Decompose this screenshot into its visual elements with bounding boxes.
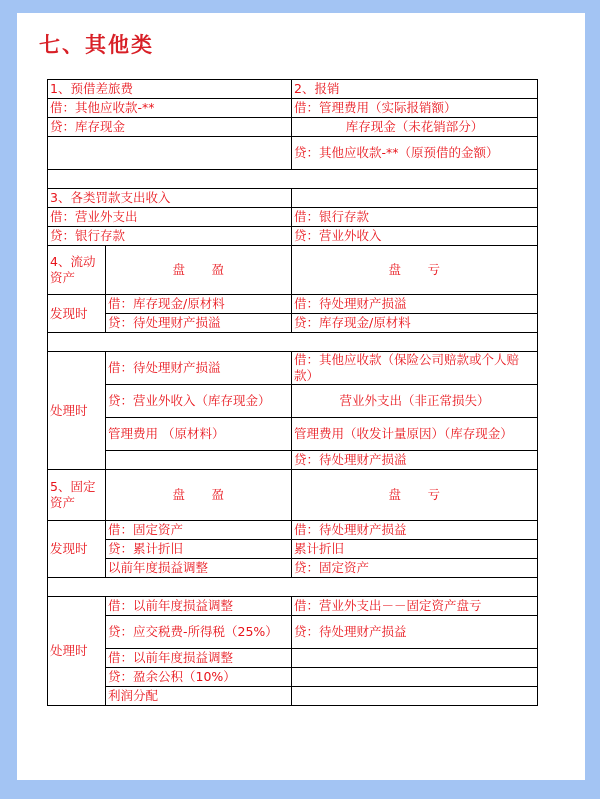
s5-h4-right: [292, 687, 538, 706]
s1-r1-right: 库存现金（未花销部分）: [292, 118, 538, 137]
s1-r2-right: 贷：其他应收款-**（原预借的金额）: [292, 137, 538, 170]
s5-d1-right: 累计折旧: [292, 540, 538, 559]
s3-heading-left: 3、各类罚款支出收入: [48, 189, 292, 208]
table-row: [48, 540, 538, 559]
table-row: [48, 616, 538, 649]
s5-col-right-header: 盘 亏: [292, 470, 538, 521]
table-row: [48, 208, 538, 227]
s5-h3-left: 贷：盈余公积（10%）: [106, 668, 292, 687]
table-row: [48, 246, 538, 295]
table-row: [48, 137, 538, 170]
s5-handle-label: 处理时: [48, 597, 106, 706]
s4-h0-left: 借：待处理财产损溢: [106, 352, 292, 385]
s4-handle-label: 处理时: [48, 352, 106, 470]
table-row: [48, 295, 538, 314]
s4-h2-left: 管理费用 （原材料）: [106, 418, 292, 451]
table-row: [48, 118, 538, 137]
section-spacer-row: [48, 170, 538, 189]
s1-r0-left: 借：其他应收款-**: [48, 99, 292, 118]
s4-col-left-header: 盘 盈: [106, 246, 292, 295]
table-row: [48, 668, 538, 687]
s3-heading-right: [292, 189, 538, 208]
section-spacer-row: [48, 578, 538, 597]
table-row: [48, 597, 538, 616]
s1-r1-left: 贷：库存现金: [48, 118, 292, 137]
table-row: [48, 99, 538, 118]
s5-d0-left: 借：固定资产: [106, 521, 292, 540]
s5-h4-left: 利润分配: [106, 687, 292, 706]
s1-r2-left: [48, 137, 292, 170]
section-spacer-row: [48, 333, 538, 352]
table-row: [48, 521, 538, 540]
s1-heading-left: 1、预借差旅费: [48, 80, 292, 99]
s3-r0-right: 借：银行存款: [292, 208, 538, 227]
s4-h3-right: 贷：待处理财产损溢: [292, 451, 538, 470]
table-row: [48, 385, 538, 418]
s3-r0-left: 借：营业外支出: [48, 208, 292, 227]
table-row: [48, 470, 538, 521]
s5-h2-right: [292, 649, 538, 668]
s5-h2-left: 借：以前年度损益调整: [106, 649, 292, 668]
spacer-1: [48, 170, 538, 189]
table-row: [48, 227, 538, 246]
table-row: [48, 80, 538, 99]
page-title: 七、其他类: [39, 32, 154, 57]
s5-d0-right: 借：待处理财产损益: [292, 521, 538, 540]
s3-r1-right: 贷：营业外收入: [292, 227, 538, 246]
s4-d0-right: 借：待处理财产损溢: [292, 295, 538, 314]
s5-h0-left: 借：以前年度损益调整: [106, 597, 292, 616]
s5-h1-left: 贷：应交税费-所得税（25%）: [106, 616, 292, 649]
spacer-2: [48, 333, 538, 352]
s3-r1-left: 贷：银行存款: [48, 227, 292, 246]
document-page: [17, 13, 585, 780]
accounting-entries-table: [47, 79, 538, 706]
s5-d1-left: 贷：累计折旧: [106, 540, 292, 559]
table-row: [48, 559, 538, 578]
s1-heading-right: 2、报销: [292, 80, 538, 99]
s4-h2-right: 管理费用（收发计量原因）（库存现金）: [292, 418, 538, 451]
s4-label: 4、流动资产: [48, 246, 106, 295]
s5-h0-right: 借：营业外支出－－固定资产盘亏: [292, 597, 538, 616]
table-row: [48, 418, 538, 451]
s4-h1-left: 贷：营业外收入（库存现金）: [106, 385, 292, 418]
spacer-3: [48, 578, 538, 597]
s4-d1-left: 贷：待处理财产损溢: [106, 314, 292, 333]
table-row: [48, 314, 538, 333]
s5-d2-right: 贷：固定资产: [292, 559, 538, 578]
table-row: [48, 189, 538, 208]
s4-h1-right: 营业外支出（非正常损失）: [292, 385, 538, 418]
s4-discover-label: 发现时: [48, 295, 106, 333]
s5-label: 5、固定资产: [48, 470, 106, 521]
s5-h3-right: [292, 668, 538, 687]
s5-col-left-header: 盘 盈: [106, 470, 292, 521]
s4-d0-left: 借：库存现金/原材料: [106, 295, 292, 314]
table-row: [48, 687, 538, 706]
s4-col-right-header: 盘 亏: [292, 246, 538, 295]
s4-h0-right: 借：其他应收款（保险公司赔款或个人赔款）: [292, 352, 538, 385]
s5-h1-right: 贷：待处理财产损益: [292, 616, 538, 649]
s4-h3-left: [106, 451, 292, 470]
s1-r0-right: 借：管理费用（实际报销额）: [292, 99, 538, 118]
s4-d1-right: 贷：库存现金/原材料: [292, 314, 538, 333]
table-row: [48, 649, 538, 668]
table-row: [48, 451, 538, 470]
table-row: [48, 352, 538, 385]
s5-d2-left: 以前年度损益调整: [106, 559, 292, 578]
s5-discover-label: 发现时: [48, 521, 106, 578]
